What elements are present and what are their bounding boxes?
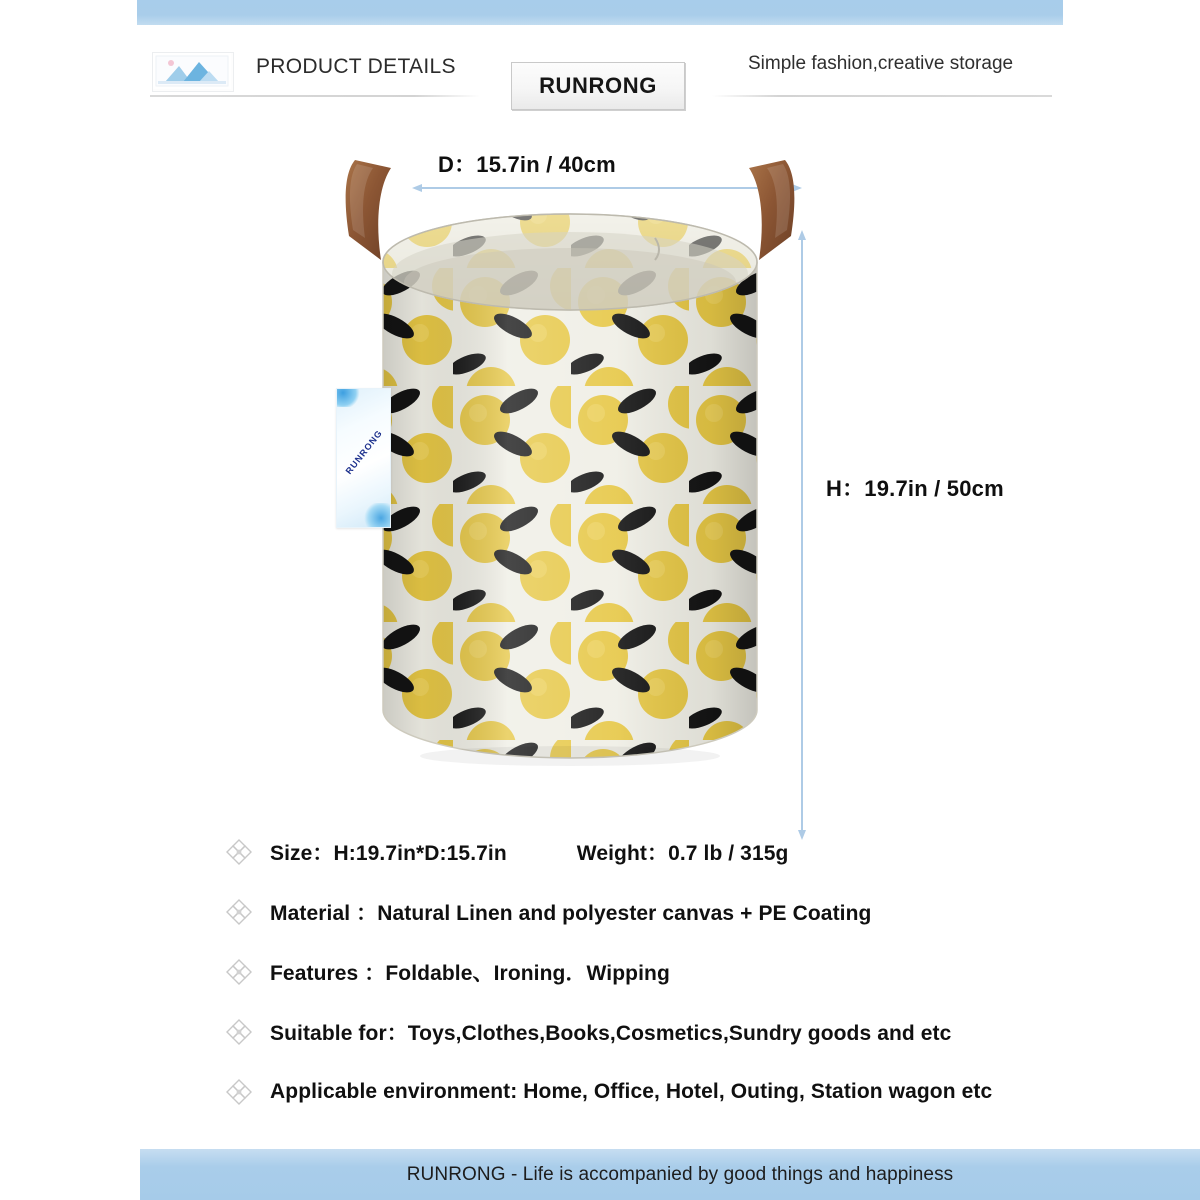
spec-label-suitable-for: Suitable for：Toys,Clothes,Books,Cosmetics,Sundry goods and etc [270,1022,952,1045]
page-title: PRODUCT DETAILS [256,55,456,78]
top-accent-bar [137,0,1063,25]
spec-row-material [0,882,1200,942]
product-image-stage [0,120,1200,820]
spec-row-size [0,822,1200,882]
product-photo-basket [335,150,805,830]
clover-bullet-icon [224,1077,254,1107]
spec-label-applicable-environment: Applicable environment: Home, Office, Hotel, Outing, Station wagon etc [270,1080,993,1103]
handle-left [346,160,391,260]
spec-row-suitable-for [0,1002,1200,1062]
handle-right [749,160,794,260]
spec-label-material: Material ：Natural Linen and polyester canvas + PE Coating [270,902,872,925]
header-tagline: Simple fashion,creative storage [748,53,1014,74]
specification-list [0,822,1200,1122]
clover-bullet-icon [224,897,254,927]
brand-logo [152,52,234,92]
hang-tag-label: RUNRONG [343,427,385,477]
dimension-width-label: D：15.7in / 40cm [438,152,616,177]
spec-label-features: Features ：Foldable、Ironing．Wipping [270,962,670,985]
clover-bullet-icon [224,957,254,987]
hang-tag-accent-top [336,388,361,407]
header-divider-left [150,95,480,97]
page-header [0,25,1200,120]
footer-text: RUNRONG - Life is accompanied by good things and happiness [406,1163,954,1185]
spec-row-features [0,942,1200,1002]
clover-bullet-icon [224,1017,254,1047]
clover-bullet-icon [224,837,254,867]
dimension-height-label: H：19.7in / 50cm [826,476,1004,501]
footer-bar [140,1149,1200,1200]
basket-body [375,250,765,770]
spec-label-size: Size：H:19.7in*D:15.7in Weight：0.7 lb / 315g [270,842,789,865]
basket-shadow [420,746,720,766]
brand-badge [511,62,685,110]
hang-tag [336,388,391,528]
image-placeholder-mountain-icon [153,53,231,89]
hang-tag-accent-bottom [364,503,391,528]
header-divider-right [712,95,1052,97]
spec-row-applicable-environment [0,1062,1200,1122]
brand-badge-label: RUNRONG [539,73,657,98]
